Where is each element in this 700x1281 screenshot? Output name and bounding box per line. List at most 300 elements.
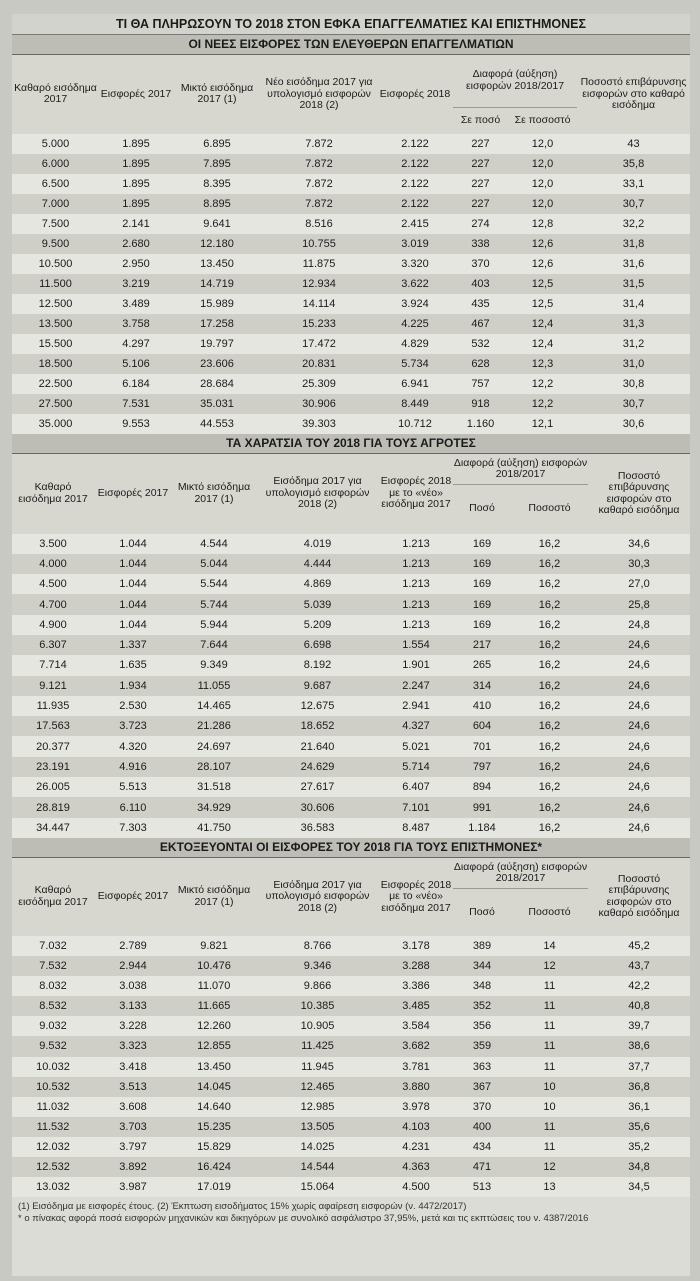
table-cell: 4.103	[402, 1120, 430, 1133]
table-cell: 4.019	[303, 537, 332, 550]
table-cell: 25.309	[302, 377, 336, 390]
table-cell: 17.472	[302, 337, 336, 350]
table-row	[12, 594, 690, 614]
table-row	[12, 1016, 690, 1036]
table-cell: 27.500	[38, 397, 73, 410]
table-cell: 9.553	[122, 417, 150, 430]
table-cell: 16,2	[538, 700, 561, 713]
table-row	[12, 314, 690, 334]
table-cell: 35,8	[622, 157, 645, 170]
table-cell: 18.652	[300, 720, 335, 733]
table-cell: 24,6	[628, 821, 650, 834]
table-cell: 31,3	[622, 317, 645, 330]
table-cell: 11.070	[197, 980, 231, 993]
table-cell: 6.941	[401, 377, 429, 390]
table-cell: 21.640	[300, 740, 335, 753]
table-cell: 532	[471, 337, 490, 350]
table-cell: 5.544	[200, 578, 228, 591]
table-cell: 12,0	[531, 177, 554, 190]
table-cell: 8.766	[303, 940, 332, 952]
table-cell: 3.019	[401, 237, 429, 250]
table-row	[12, 394, 690, 414]
table-cell: 5.944	[200, 618, 228, 631]
table-cell: 36.583	[300, 821, 335, 834]
table-cell: 34.929	[197, 801, 231, 814]
table-cell: 757	[471, 377, 490, 390]
table-cell: 16,2	[538, 679, 561, 692]
table-cell: 2.941	[402, 700, 430, 713]
table-cell: 894	[472, 781, 492, 794]
table-cell: 3.500	[39, 537, 67, 550]
table-cell: 24,6	[628, 639, 650, 652]
table-cell: 13.505	[300, 1120, 335, 1133]
table-cell: 12,0	[531, 157, 554, 170]
table-cell: 30,6	[622, 417, 645, 430]
table-cell: 3.228	[119, 1020, 147, 1033]
table-row	[12, 534, 690, 554]
header-difference: Διαφορά (αύξηση) εισφορών 2018/2017	[453, 858, 588, 889]
table-cell: 16,2	[538, 618, 561, 631]
table-row	[12, 1117, 690, 1137]
table-cell: 12,6	[531, 237, 554, 250]
table-cell: 14.465	[197, 700, 231, 713]
table-row	[12, 214, 690, 234]
table-cell: 3.133	[119, 1000, 147, 1013]
footnote-income: (1) Εισόδημα με εισφορές έτους. (2) Έκπτωση εισοδήματος 15% χωρίς αφαίρεση εισφορών (ν. 4472/2017)	[18, 1201, 467, 1213]
table-row	[12, 1036, 690, 1056]
header-net-income: Καθαρό εισόδημα 2017	[14, 81, 97, 106]
table-row	[12, 936, 690, 956]
table-cell: 5.734	[401, 357, 429, 370]
table-cell: 2.122	[401, 197, 429, 210]
header-contributions-2018: Εισφορές 2018 με το «νέο» εισόδημα 2017	[380, 475, 452, 511]
table-cell: 1.044	[119, 598, 147, 611]
table-cell: 24,8	[628, 618, 650, 631]
table-cell: 918	[471, 397, 490, 410]
table-cell: 1.213	[402, 557, 430, 570]
table-cell: 12.260	[197, 1020, 231, 1033]
table-row	[12, 757, 690, 777]
table-cell: 18.500	[38, 357, 73, 370]
table-row	[12, 956, 690, 976]
table-cell: 1.934	[119, 679, 147, 692]
table-cell: 16,2	[538, 801, 561, 814]
table-cell: 227	[471, 197, 490, 210]
table-body-professionals	[12, 134, 690, 434]
table-cell: 1.337	[119, 639, 147, 652]
table-cell: 28.819	[36, 801, 70, 814]
table-cell: 7.872	[305, 177, 333, 190]
table-scientists	[12, 858, 690, 1197]
table-cell: 11	[543, 1120, 556, 1133]
table-cell: 604	[472, 720, 492, 733]
table-cell: 15.989	[200, 297, 234, 310]
table-cell: 370	[472, 1100, 492, 1113]
table-row	[12, 635, 690, 655]
table-cell: 3.584	[402, 1020, 430, 1033]
table-cell: 11.945	[301, 1060, 334, 1073]
table-cell: 701	[472, 740, 492, 753]
table-cell: 7.872	[305, 197, 333, 210]
table-cell: 12,0	[531, 137, 554, 150]
table-cell: 7.872	[305, 137, 333, 150]
table-cell: 21.286	[197, 720, 231, 733]
header-difference-sub	[453, 485, 588, 533]
table-row	[12, 574, 690, 594]
table-cell: 3.038	[119, 980, 147, 993]
table-cell: 41.750	[197, 821, 231, 834]
table-cell: 314	[472, 679, 492, 692]
table-cell: 31,8	[622, 237, 645, 250]
table-cell: 26.005	[36, 781, 70, 794]
table-cell: 3.781	[402, 1060, 430, 1073]
footnotes	[12, 1197, 690, 1225]
table-cell: 344	[472, 960, 492, 973]
table-cell: 471	[472, 1161, 492, 1174]
table-row	[12, 996, 690, 1016]
table-cell: 10.476	[197, 960, 231, 973]
table-cell: 11	[543, 980, 556, 993]
table-row	[12, 274, 690, 294]
table-cell: 227	[471, 137, 490, 150]
table-row	[12, 174, 690, 194]
table-cell: 24.629	[300, 760, 335, 773]
table-cell: 3.703	[119, 1120, 147, 1133]
table-cell: 467	[471, 317, 490, 330]
table-cell: 4.900	[39, 618, 67, 631]
table-cell: 23.606	[200, 357, 234, 370]
table-cell: 10	[543, 1080, 556, 1093]
table-cell: 3.892	[119, 1161, 147, 1174]
table-cell: 6.698	[303, 639, 332, 652]
table-cell: 6.895	[203, 137, 231, 150]
table-cell: 15.829	[197, 1140, 231, 1153]
table-cell: 4.829	[401, 337, 429, 350]
table-cell: 4.544	[200, 537, 228, 550]
table-cell: 17.258	[200, 317, 234, 330]
table-cell: 35,6	[628, 1120, 650, 1133]
table-cell: 169	[472, 598, 492, 611]
table-cell: 16,2	[538, 639, 561, 652]
table-cell: 169	[472, 578, 492, 591]
table-cell: 4.700	[39, 598, 67, 611]
header-diff-percent: Ποσοστό	[528, 905, 571, 918]
table-cell: 3.723	[119, 720, 147, 733]
table-cell: 39,7	[628, 1020, 650, 1033]
header-net-income: Καθαρό εισόδημα 2017	[18, 884, 88, 908]
table-cell: 1.213	[402, 537, 430, 550]
table-cell: 8.395	[203, 177, 231, 190]
table-cell: 12,3	[531, 357, 554, 370]
table-cell: 7.532	[39, 960, 67, 973]
table-cell: 30,7	[622, 197, 645, 210]
table-cell: 12.465	[300, 1080, 335, 1093]
table-cell: 1.213	[402, 578, 430, 591]
table-cell: 1.213	[402, 618, 430, 631]
table-cell: 9.532	[39, 1040, 67, 1053]
table-cell: 7.303	[119, 821, 147, 834]
table-cell: 348	[472, 980, 492, 993]
table-cell: 9.121	[39, 679, 67, 692]
table-cell: 2.141	[122, 217, 150, 230]
table-cell: 12	[543, 1161, 556, 1174]
table-cell: 4.320	[119, 740, 147, 753]
table-cell: 356	[472, 1020, 492, 1033]
table-cell: 2.789	[119, 940, 147, 952]
table-cell: 10.500	[38, 257, 73, 270]
header-diff-amount: Ποσό	[469, 905, 495, 918]
header-diff-percent: Ποσοστό	[528, 502, 571, 515]
table-cell: 6.307	[39, 639, 67, 652]
table-cell: 3.418	[119, 1060, 147, 1073]
table-cell: 12.675	[300, 700, 335, 713]
table-cell: 7.531	[122, 397, 150, 410]
table-cell: 20.377	[36, 740, 70, 753]
table-cell: 11.500	[39, 277, 72, 290]
table-row	[12, 334, 690, 354]
table-cell: 24,6	[628, 760, 650, 773]
table-cell: 359	[472, 1040, 492, 1053]
table-cell: 9.641	[203, 217, 231, 230]
table-cell: 12.855	[197, 1040, 231, 1053]
table-cell: 9.349	[200, 659, 228, 672]
header-difference-group	[453, 858, 588, 936]
table-cell: 28.107	[197, 760, 231, 773]
table-cell: 352	[472, 1000, 492, 1013]
table-cell: 12.934	[302, 277, 336, 290]
table-cell: 3.978	[402, 1100, 430, 1113]
table-cell: 12,2	[531, 377, 554, 390]
table-cell: 217	[472, 639, 492, 652]
table-cell: 40,8	[628, 1000, 650, 1013]
header-gross-income: Μικτό εισόδημα 2017 (1)	[177, 884, 251, 908]
table-cell: 227	[471, 157, 490, 170]
table-cell: 31,5	[622, 277, 645, 290]
table-cell: 10.905	[300, 1020, 335, 1033]
table-row	[12, 615, 690, 635]
table-row	[12, 1057, 690, 1077]
table-row	[12, 294, 690, 314]
table-cell: 2.950	[122, 257, 150, 270]
table-cell: 9.866	[303, 980, 332, 993]
table-body-farmers	[12, 534, 690, 838]
table-cell: 3.178	[402, 940, 430, 952]
table-cell: 3.489	[122, 297, 150, 310]
table-cell: 3.485	[402, 1000, 430, 1013]
table-cell: 30.906	[302, 397, 336, 410]
table-cell: 10.712	[398, 417, 432, 430]
table-cell: 410	[472, 700, 492, 713]
table-cell: 12.532	[36, 1161, 70, 1174]
table-cell: 15.064	[300, 1181, 335, 1194]
header-burden-percentage: Ποσοστό επιβάρυνσης εισφορών στο καθαρό εισόδημα	[598, 872, 680, 920]
table-row	[12, 354, 690, 374]
table-cell: 16,2	[538, 537, 561, 550]
table-cell: 31.518	[197, 781, 231, 794]
table-cell: 11	[543, 1020, 556, 1033]
table-cell: 227	[471, 177, 490, 190]
table-cell: 27,0	[628, 578, 650, 591]
header-difference: Διαφορά (αύξηση) εισφορών 2018/2017	[453, 55, 577, 107]
table-cell: 39.303	[302, 417, 336, 430]
table-cell: 31,0	[622, 357, 645, 370]
table-cell: 274	[471, 217, 490, 230]
table-cell: 10	[543, 1100, 556, 1113]
table-row	[12, 194, 690, 214]
table-cell: 17.563	[36, 720, 70, 733]
header-diff-amount: Ποσό	[469, 502, 495, 515]
table-cell: 12.985	[300, 1100, 335, 1113]
table-cell: 31,2	[622, 337, 645, 350]
table-cell: 169	[472, 557, 492, 570]
table-cell: 6.500	[41, 177, 70, 190]
table-cell: 28.684	[200, 377, 234, 390]
table-cell: 2.530	[119, 700, 147, 713]
table-cell: 16,2	[538, 557, 561, 570]
table-cell: 7.032	[39, 940, 67, 952]
table-cell: 1.213	[402, 598, 430, 611]
table-cell: 363	[472, 1060, 492, 1073]
table-cell: 5.513	[119, 781, 147, 794]
table-cell: 403	[471, 277, 490, 290]
header-contributions-2018: Εισφορές 2018 με το «νέο» εισόδημα 2017	[380, 878, 452, 914]
table-cell: 16,2	[538, 578, 561, 591]
table-cell: 24,6	[628, 781, 650, 794]
table-row	[12, 655, 690, 675]
table-cell: 7.500	[41, 217, 70, 230]
table-cell: 3.386	[402, 980, 430, 993]
table-cell: 12,0	[531, 197, 554, 210]
table-cell: 8.032	[39, 980, 67, 993]
table-cell: 9.500	[41, 237, 70, 250]
table-cell: 2.415	[401, 217, 429, 230]
header-difference-group	[453, 454, 588, 534]
table-cell: 1.044	[119, 537, 147, 550]
table-cell: 38,6	[628, 1040, 650, 1053]
footnote-scope: * ο πίνακας αφορά ποσά εισφορών μηχανικών και δικηγόρων με συνολικό ασφάλιστρο 37,95%, μετά και τις εκπτώσεις του ν. 4387/2016	[18, 1213, 589, 1225]
table-cell: 13	[543, 1181, 556, 1194]
table-cell: 12,6	[531, 257, 554, 270]
table-cell: 4.297	[122, 337, 150, 350]
table-cell: 7.101	[402, 801, 430, 814]
table-cell: 3.924	[401, 297, 429, 310]
table-cell: 8.895	[203, 197, 231, 210]
newspaper-page	[12, 14, 690, 1276]
table-farmers	[12, 454, 690, 838]
table-cell: 11.032	[36, 1100, 70, 1113]
table-cell: 3.288	[402, 960, 430, 973]
table-cell: 15.233	[302, 317, 336, 330]
table-cell: 3.323	[119, 1040, 147, 1053]
header-burden-percentage: Ποσοστό επιβάρυνσης εισφορών στο καθαρό εισόδημα	[580, 76, 687, 111]
table-cell: 11	[543, 1000, 556, 1013]
table-cell: 8.449	[401, 397, 429, 410]
table-cell: 31,6	[622, 257, 645, 270]
table-cell: 2.680	[122, 237, 150, 250]
table-cell: 8.192	[303, 659, 332, 672]
table-cell: 15.235	[197, 1120, 231, 1133]
table-cell: 1.160	[466, 417, 495, 430]
table-cell: 11	[543, 1140, 556, 1153]
table-cell: 31,4	[622, 297, 645, 310]
table-row	[12, 797, 690, 817]
header-gross-income: Μικτό εισόδημα 2017 (1)	[177, 481, 251, 505]
table-cell: 24,6	[628, 679, 650, 692]
table-body-scientists	[12, 936, 690, 1197]
table-cell: 6.000	[41, 157, 70, 170]
table-row	[12, 414, 690, 434]
table-cell: 3.758	[122, 317, 150, 330]
table-row	[12, 1097, 690, 1117]
table-cell: 12.032	[36, 1140, 70, 1153]
table-cell: 435	[471, 297, 490, 310]
table-cell: 16,2	[538, 659, 561, 672]
table-cell: 10.032	[36, 1060, 70, 1073]
table-row	[12, 818, 690, 838]
table-cell: 4.500	[402, 1181, 430, 1194]
table-cell: 11.532	[36, 1120, 70, 1133]
header-burden-percentage: Ποσοστό επιβάρυνσης εισφορών στο καθαρό εισόδημα	[598, 469, 680, 516]
header-contributions-2017: Εισφορές 2017	[100, 87, 172, 100]
table-row	[12, 374, 690, 394]
table-cell: 5.714	[402, 760, 430, 773]
header-new-income: Νέο εισόδημα 2017 για υπολογισμό εισφορών 2018 (2)	[265, 76, 373, 111]
table-cell: 33,1	[622, 177, 645, 190]
table-cell: 16,2	[538, 821, 561, 834]
table-cell: 3.987	[119, 1181, 147, 1194]
table-cell: 5.000	[41, 137, 70, 150]
header-diff-amount: Σε ποσό	[460, 113, 501, 126]
table-cell: 35.000	[38, 417, 73, 430]
table-cell: 11.425	[301, 1040, 334, 1053]
table-cell: 4.916	[119, 760, 147, 773]
table-cell: 36,1	[628, 1100, 650, 1113]
table-cell: 30,7	[622, 397, 645, 410]
table-row	[12, 1077, 690, 1097]
table-cell: 12,5	[531, 277, 554, 290]
table-cell: 11.665	[197, 1000, 231, 1013]
table-cell: 14.114	[302, 297, 336, 310]
table-cell: 16,2	[538, 720, 561, 733]
table-cell: 32,2	[622, 217, 645, 230]
table-cell: 13.032	[36, 1181, 70, 1194]
table-row	[12, 134, 690, 154]
header-contributions-2017: Εισφορές 2017	[97, 890, 169, 903]
table-cell: 367	[472, 1080, 492, 1093]
table-cell: 11	[543, 1040, 556, 1053]
main-title: ΤΙ ΘΑ ΠΛΗΡΩΣΟΥΝ ΤΟ 2018 ΣΤΟΝ ΕΦΚΑ ΕΠΑΓΓΕΛΜΑΤΙΕΣ ΚΑΙ ΕΠΙΣΤΗΜΟΝΕΣ	[12, 14, 690, 35]
table-cell: 12.180	[200, 237, 234, 250]
table-cell: 4.327	[402, 720, 430, 733]
table-cell: 14	[543, 940, 556, 952]
table-cell: 628	[471, 357, 490, 370]
table-cell: 6.407	[402, 781, 430, 794]
table-cell: 389	[472, 940, 492, 952]
table-cell: 14.544	[300, 1161, 335, 1174]
table-cell: 8.516	[305, 217, 333, 230]
table-cell: 7.895	[203, 157, 231, 170]
table-row	[12, 554, 690, 574]
table-cell: 16,2	[538, 781, 561, 794]
table-cell: 9.346	[303, 960, 332, 973]
table-row	[12, 676, 690, 696]
table-cell: 3.880	[402, 1080, 430, 1093]
table-cell: 1.635	[119, 659, 147, 672]
table-cell: 5.106	[122, 357, 150, 370]
table-cell: 15.500	[38, 337, 73, 350]
table-cell: 16,2	[538, 598, 561, 611]
table-row	[12, 234, 690, 254]
